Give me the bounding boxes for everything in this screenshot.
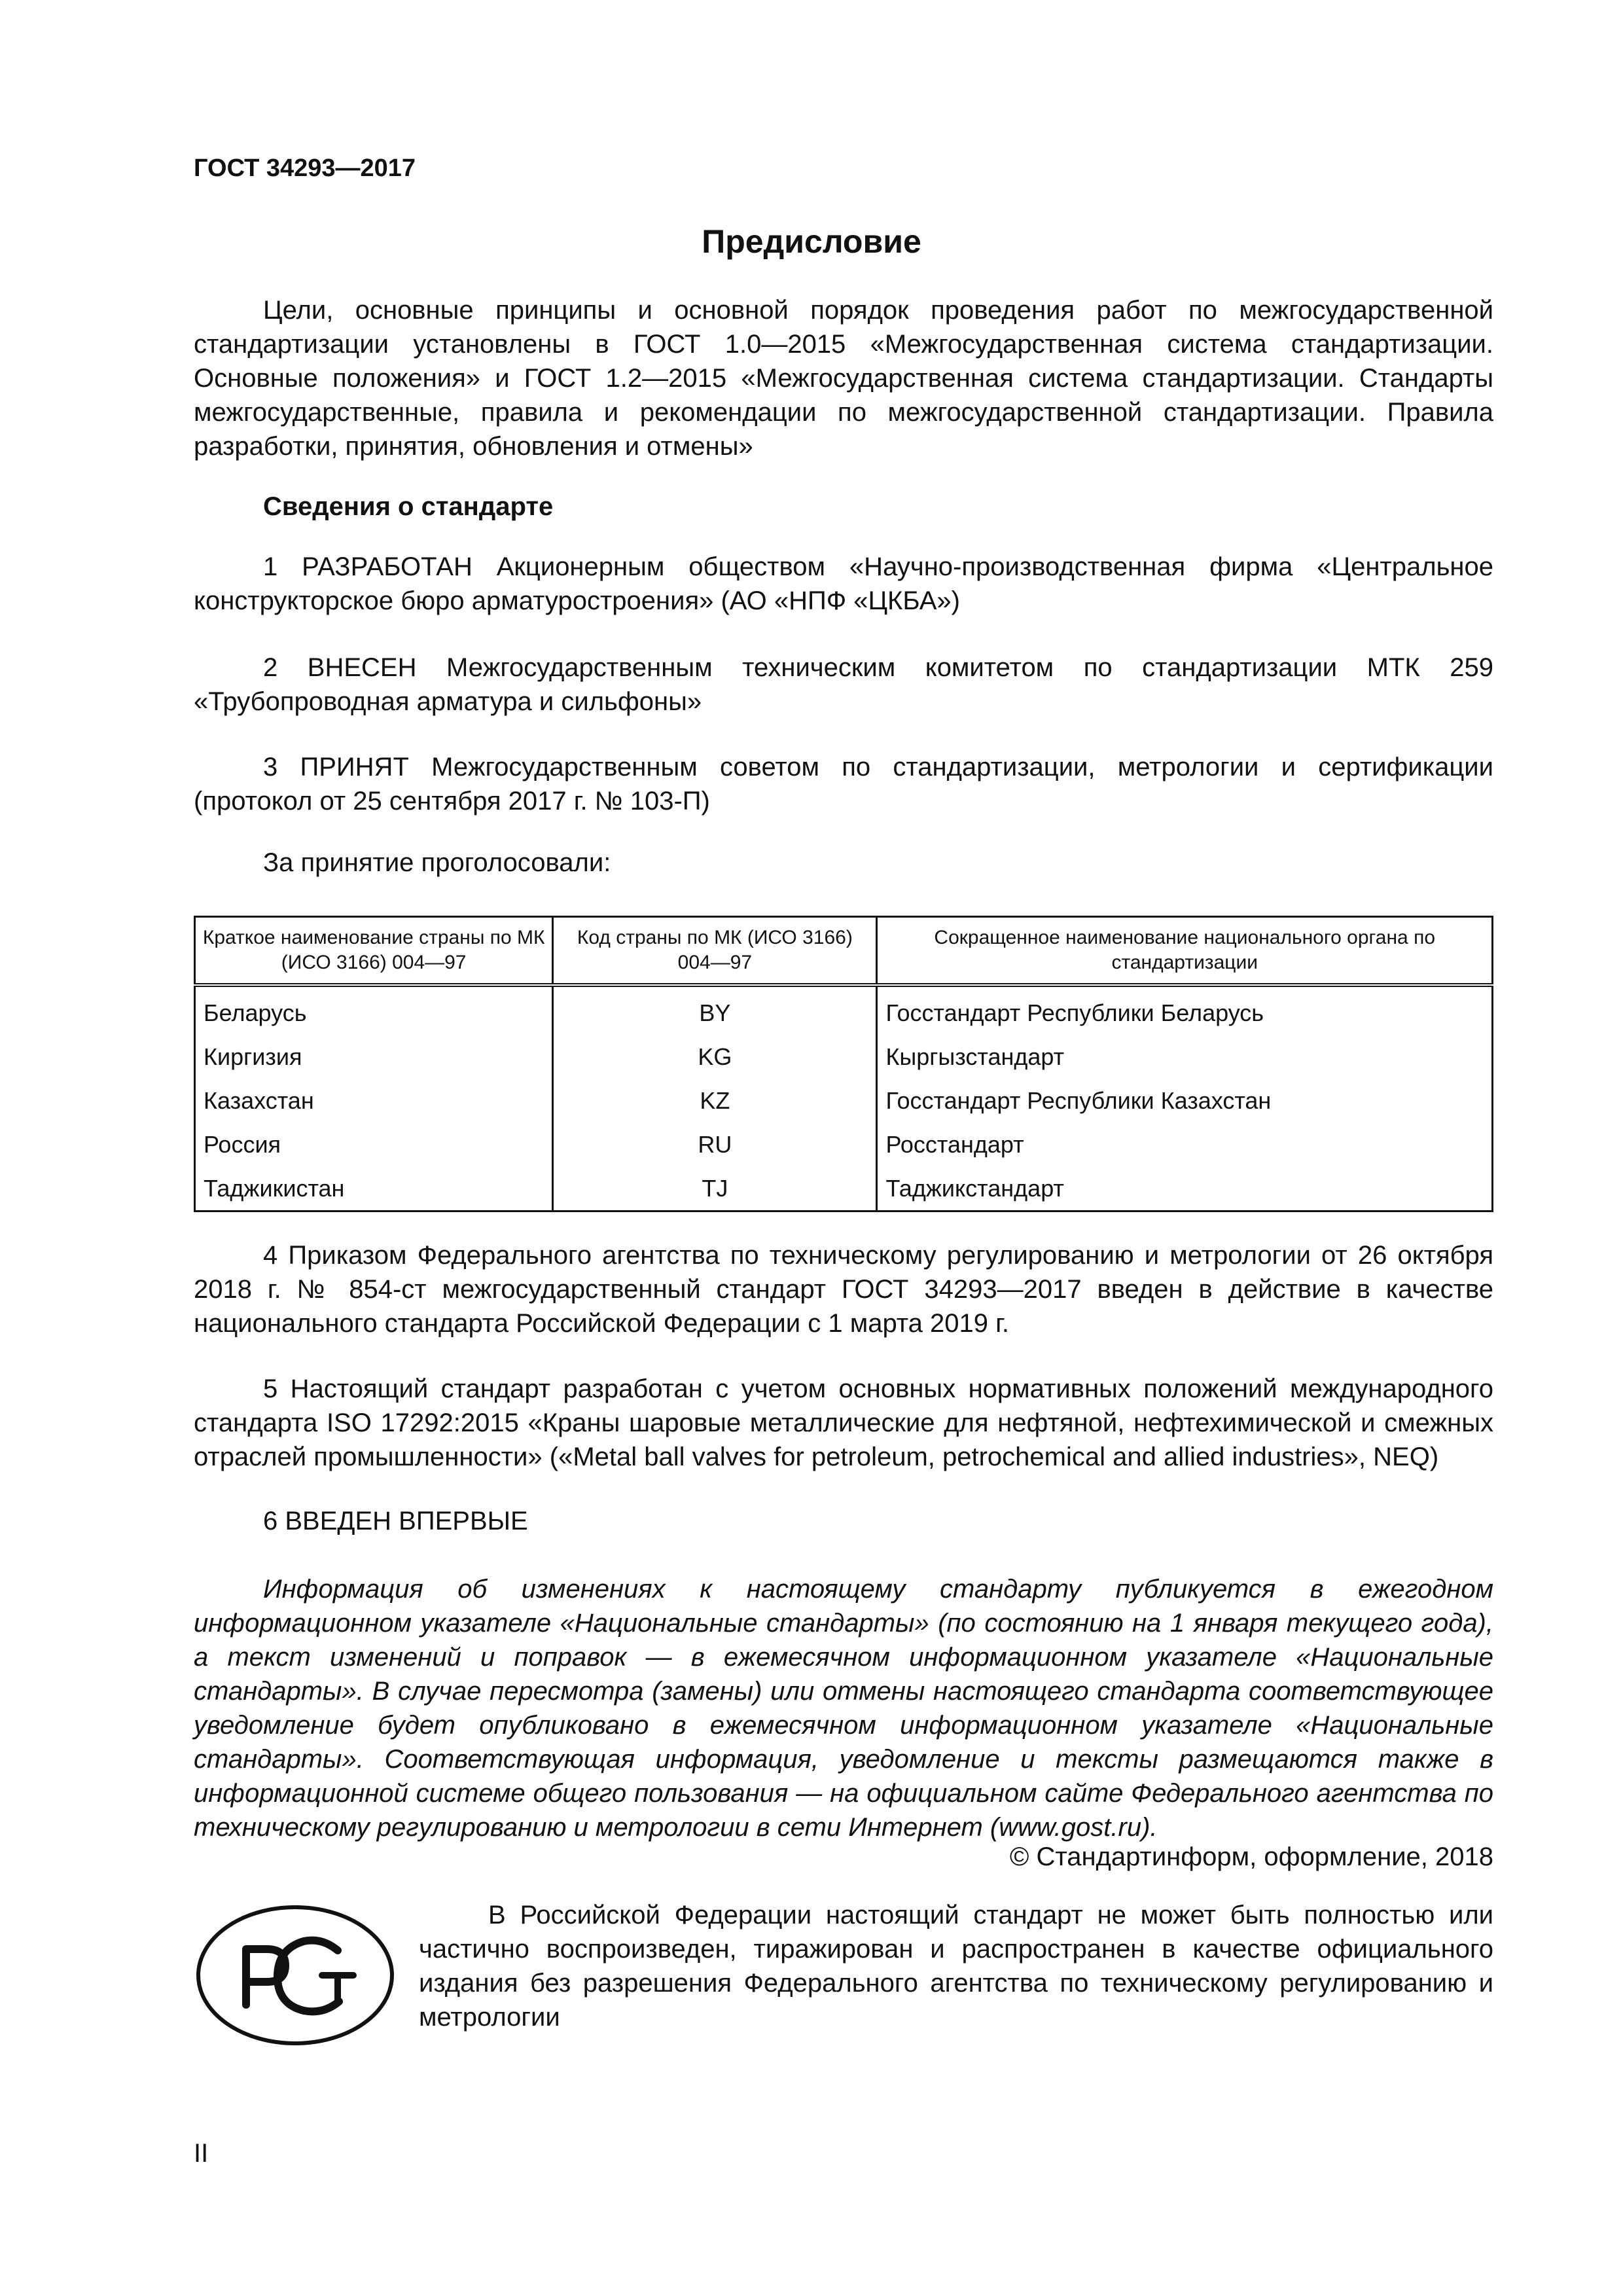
item-3 <box>194 750 1493 818</box>
item-text: 3 ПРИНЯТ Межгосударственным советом по стандартизации, метрологии и сертификации (протокол от 25 сентября 2017 г. № 103-П) <box>194 753 1493 816</box>
intro-paragraph <box>194 293 1493 463</box>
code-cell: KZ <box>553 1079 877 1122</box>
table-row <box>195 1122 1493 1166</box>
item-text: 5 Настоящий стандарт разработан с учетом основных нормативных положений международного стандарта ISO 17292:2015 «Краны шаровые металлические для нефтяной, нефтехимической и смежных отраслей промышленности» («Metal ball valves for petroleum, petrochemical and allied industries», NEQ) <box>194 1374 1493 1471</box>
page-title: Предисловие <box>702 223 921 260</box>
info-notice-text: Информация об изменениях к настоящему стандарту публикуется в ежегодном информационном указателе «Национальные стандарты» (по состоянию на 1 января текущего года), а текст изменений и поправок — в ежемесячном информационном указателе «Национальные стандарты». В случае пересмотра (замены) или отмены настоящего стандарта соответствующее уведомление будет опубликовано в ежемесячном информационном указателе «Национальные стандарты». Соответствующая информация, уведомление и тексты размещаются также в информационной системе общего пользования — на официальном сайте Федерального агентства по техническому регулированию и метрологии в сети Интернет (www.gost.ru). <box>194 1575 1493 1842</box>
table-row <box>195 1079 1493 1122</box>
column-header-code: Код страны по МК (ИСО 3166) 004—97 <box>553 917 877 986</box>
country-cell: Беларусь <box>195 985 553 1035</box>
vote-label: За принятие проголосовали: <box>263 848 611 877</box>
item-1 <box>194 550 1493 618</box>
item-5 <box>194 1372 1493 1474</box>
body-cell: Росстандарт <box>877 1122 1493 1166</box>
country-cell: Киргизия <box>195 1035 553 1079</box>
table-row <box>195 1035 1493 1079</box>
item-text: 6 ВВЕДЕН ВПЕРВЫЕ <box>263 1507 528 1535</box>
code-cell: TJ <box>553 1166 877 1211</box>
page-number: II <box>194 2139 209 2168</box>
table-row <box>195 985 1493 1035</box>
country-cell: Россия <box>195 1122 553 1166</box>
item-4 <box>194 1238 1493 1340</box>
item-text: 4 Приказом Федерального агентства по техническому регулированию и метрологии от 26 октября 2018 г. № 854-ст межгосударственный стандарт ГОСТ 34293—2017 введен в действие в качестве национального стандарта Российской Федерации с 1 марта 2019 г. <box>194 1241 1493 1338</box>
code-cell: KG <box>553 1035 877 1079</box>
body-cell: Госстандарт Республики Казахстан <box>877 1079 1493 1122</box>
country-cell: Таджикистан <box>195 1166 553 1211</box>
column-header-country: Краткое наименование страны по МК (ИСО 3166) 004—97 <box>195 917 553 986</box>
copyright-line: © Стандартинформ, оформление, 2018 <box>1009 1842 1493 1871</box>
table-row <box>195 1166 1493 1211</box>
intro-text: Цели, основные принципы и основной порядок проведения работ по межгосударственной стандартизации установлены в ГОСТ 1.0—2015 «Межгосударственная система стандартизации. Основные положения» и ГОСТ 1.2—2015 «Межгосударственная система стандартизации. Стандарты межгосударственные, правила и рекомендации по межгосударственной стандартизации. Правила разработки, принятия, обновления и отмены» <box>194 296 1493 461</box>
item-text: 1 РАЗРАБОТАН Акционерным обществом «Научно-производственная фирма «Центральное конструкторское бюро арматуростроения» (АО «НПФ «ЦКБА») <box>194 552 1493 615</box>
code-cell: RU <box>553 1122 877 1166</box>
country-cell: Казахстан <box>195 1079 553 1122</box>
section-heading: Сведения о стандарте <box>263 492 554 521</box>
column-header-body: Сокращенное наименование национального органа по стандартизации <box>877 917 1493 986</box>
body-cell: Таджикстандарт <box>877 1166 1493 1211</box>
document-code: ГОСТ 34293—2017 <box>194 154 416 182</box>
code-cell: BY <box>553 985 877 1035</box>
reproduction-notice-text: В Российской Федерации настоящий стандарт не может быть полностью или частично воспроизведен, тиражирован и распространен в качестве официального издания без разрешения Федерального агентства по техническому регулированию и метрологии <box>419 1901 1493 2032</box>
body-cell: Кыргызстандарт <box>877 1035 1493 1079</box>
item-6 <box>194 1504 1493 1538</box>
body-cell: Госстандарт Республики Беларусь <box>877 985 1493 1035</box>
voting-table <box>194 916 1493 1212</box>
gost-r-certification-mark-icon <box>194 1903 397 2051</box>
item-text: 2 ВНЕСЕН Межгосударственным техническим комитетом по стандартизации МТК 259 «Трубопроводная арматура и сильфоны» <box>194 653 1493 716</box>
info-notice <box>194 1572 1493 1844</box>
item-2 <box>194 651 1493 719</box>
table-header-row <box>195 917 1493 986</box>
reproduction-notice <box>419 1898 1493 2034</box>
